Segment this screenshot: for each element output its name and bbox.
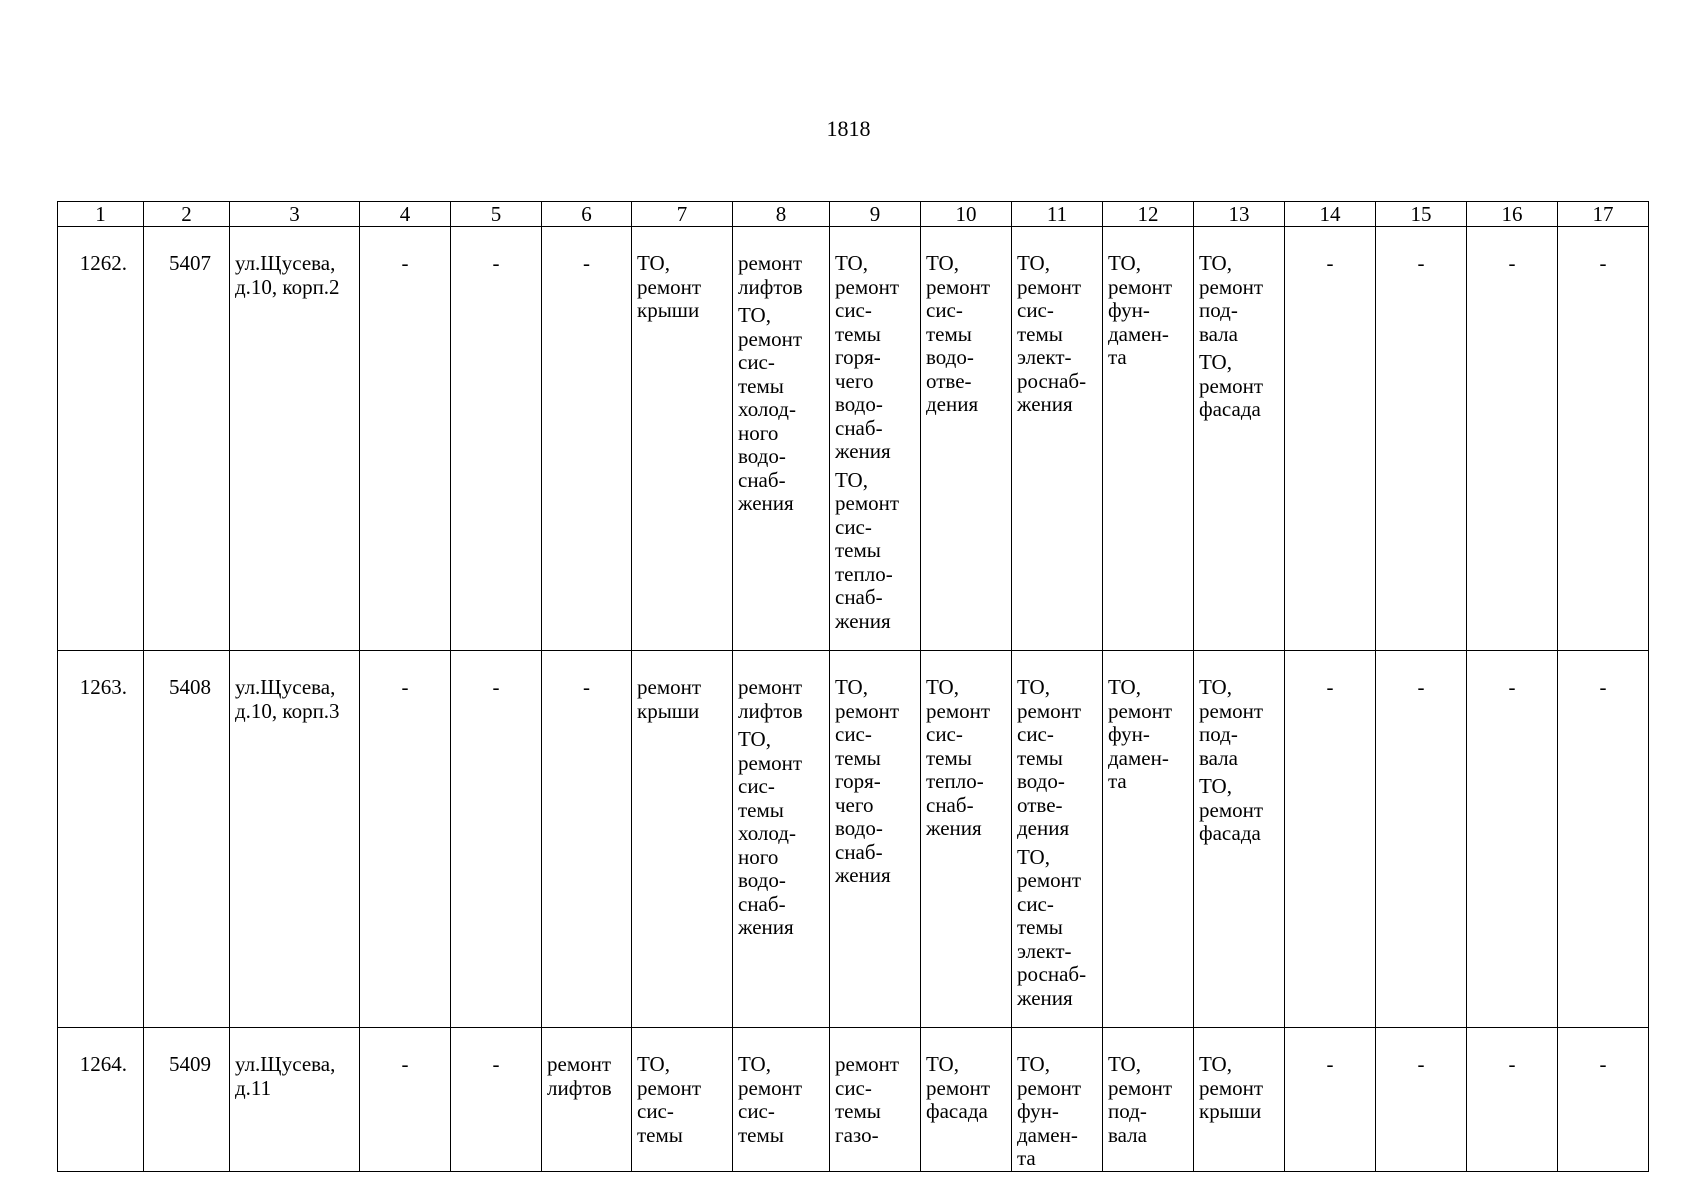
work-item: ТО, ремонт под- вала <box>1199 251 1264 346</box>
dash-mark: - <box>1417 251 1425 275</box>
dash-mark: - <box>492 1052 500 1076</box>
work-description-cell <box>1103 1028 1194 1172</box>
work-item: ТО, ремонт фун- дамен- та <box>1017 1052 1082 1170</box>
column-header: 10 <box>921 202 1012 227</box>
dash-mark: - <box>1417 1052 1425 1076</box>
column-header: 8 <box>733 202 830 227</box>
work-description-cell <box>1194 1028 1285 1172</box>
work-description-cell <box>542 1028 632 1172</box>
empty-dash-cell <box>360 651 451 1028</box>
work-description-cell <box>1012 651 1103 1028</box>
work-item: ремонт сис- темы газо- <box>835 1052 900 1147</box>
empty-dash-cell <box>1467 227 1558 651</box>
work-description-cell <box>1194 227 1285 651</box>
column-header: 5 <box>451 202 542 227</box>
work-item: ТО, ремонт сис- темы холод- ного водо- снаб- жения <box>738 727 803 939</box>
column-header: 4 <box>360 202 451 227</box>
column-header: 11 <box>1012 202 1103 227</box>
empty-dash-cell <box>1558 1028 1649 1172</box>
work-item: ТО, ремонт сис- темы тепло- снаб- жения <box>926 675 991 840</box>
column-header: 15 <box>1376 202 1467 227</box>
empty-dash-cell <box>1285 651 1376 1028</box>
column-header: 12 <box>1103 202 1194 227</box>
empty-dash-cell <box>1558 227 1649 651</box>
work-item: ТО, ремонт сис- темы водо- отве- дения <box>926 251 991 416</box>
work-description-cell <box>1194 651 1285 1028</box>
work-description-cell <box>1103 651 1194 1028</box>
address-cell: ул.Щусева, д.10, корп.3 <box>230 651 360 1028</box>
work-item: ТО, ремонт фун- дамен- та <box>1108 675 1173 793</box>
object-code-cell: 5408 <box>144 651 230 1028</box>
work-item: ремонт крыши <box>637 675 702 723</box>
empty-dash-cell <box>451 227 542 651</box>
work-item: ремонт лифтов <box>738 251 803 299</box>
work-description-cell <box>921 651 1012 1028</box>
column-header: 7 <box>632 202 733 227</box>
work-description-cell <box>632 227 733 651</box>
dash-mark: - <box>1326 251 1334 275</box>
dash-mark: - <box>1599 1052 1607 1076</box>
dash-mark: - <box>1599 251 1607 275</box>
column-number-row <box>58 202 1649 227</box>
column-header: 17 <box>1558 202 1649 227</box>
work-description-cell <box>921 227 1012 651</box>
work-description-cell <box>830 227 921 651</box>
dash-mark: - <box>1417 675 1425 699</box>
empty-dash-cell <box>451 651 542 1028</box>
work-item: ТО, ремонт сис- темы горя- чего водо- снаб- жения <box>835 251 900 463</box>
work-item: ТО, ремонт под- вала <box>1108 1052 1173 1147</box>
work-description-cell <box>830 651 921 1028</box>
page-number: 1818 <box>826 116 871 141</box>
work-item: ТО, ремонт фасада <box>1199 774 1264 845</box>
empty-dash-cell <box>542 227 632 651</box>
work-description-cell <box>830 1028 921 1172</box>
work-item: ТО, ремонт фасада <box>1199 350 1264 421</box>
work-description-cell <box>1012 227 1103 651</box>
work-description-cell <box>1103 227 1194 651</box>
object-code-cell: 5409 <box>144 1028 230 1172</box>
work-description-cell <box>733 651 830 1028</box>
works-table <box>57 201 1649 1172</box>
empty-dash-cell <box>542 651 632 1028</box>
dash-mark: - <box>583 675 590 699</box>
work-item: ТО, ремонт сис- темы <box>637 1052 702 1147</box>
empty-dash-cell <box>360 1028 451 1172</box>
work-description-cell <box>632 1028 733 1172</box>
column-header: 6 <box>542 202 632 227</box>
empty-dash-cell <box>1558 651 1649 1028</box>
work-item: ТО, ремонт сис- темы водо- отве- дения <box>1017 675 1082 840</box>
empty-dash-cell <box>451 1028 542 1172</box>
column-header: 13 <box>1194 202 1285 227</box>
dash-mark: - <box>1326 675 1334 699</box>
work-description-cell <box>733 1028 830 1172</box>
empty-dash-cell <box>1285 227 1376 651</box>
row-number-cell: 1262. <box>58 227 144 651</box>
table-row <box>58 1028 1649 1172</box>
work-item: ТО, ремонт фасада <box>926 1052 991 1123</box>
column-header: 16 <box>1467 202 1558 227</box>
address-cell: ул.Щусева, д.10, корп.2 <box>230 227 360 651</box>
work-item: ТО, ремонт крыши <box>1199 1052 1264 1123</box>
work-item: ремонт лифтов <box>738 675 803 723</box>
dash-mark: - <box>583 251 590 275</box>
work-item: ремонт лифтов <box>547 1052 612 1100</box>
table-row <box>58 227 1649 651</box>
work-item: ТО, ремонт сис- темы элект- роснаб- жения <box>1017 251 1087 416</box>
work-description-cell <box>921 1028 1012 1172</box>
dash-mark: - <box>492 675 500 699</box>
work-item: ТО, ремонт сис- темы <box>738 1052 803 1147</box>
dash-mark: - <box>401 675 409 699</box>
work-item: ТО, ремонт сис- темы холод- ного водо- снаб- жения <box>738 303 803 515</box>
column-header: 9 <box>830 202 921 227</box>
column-header: 1 <box>58 202 144 227</box>
column-header: 14 <box>1285 202 1376 227</box>
empty-dash-cell <box>1376 651 1467 1028</box>
empty-dash-cell <box>1285 1028 1376 1172</box>
work-item: ТО, ремонт сис- темы тепло- снаб- жения <box>835 467 900 633</box>
dash-mark: - <box>492 251 500 275</box>
dash-mark: - <box>1599 675 1607 699</box>
work-item: ТО, ремонт сис- темы горя- чего водо- снаб- жения <box>835 675 900 887</box>
work-description-cell <box>733 227 830 651</box>
column-header: 3 <box>230 202 360 227</box>
dash-mark: - <box>1508 251 1516 275</box>
work-item: ТО, ремонт сис- темы элект- роснаб- жения <box>1017 844 1087 1010</box>
work-description-cell <box>1012 1028 1103 1172</box>
empty-dash-cell <box>1376 1028 1467 1172</box>
work-item: ТО, ремонт фун- дамен- та <box>1108 251 1173 369</box>
work-item: ТО, ремонт под- вала <box>1199 675 1264 770</box>
work-item: ТО, ремонт крыши <box>637 251 702 322</box>
empty-dash-cell <box>1467 651 1558 1028</box>
object-code-cell: 5407 <box>144 227 230 651</box>
row-number-cell: 1264. <box>58 1028 144 1172</box>
address-cell: ул.Щусева, д.11 <box>230 1028 360 1172</box>
work-description-cell <box>632 651 733 1028</box>
empty-dash-cell <box>360 227 451 651</box>
empty-dash-cell <box>1467 1028 1558 1172</box>
empty-dash-cell <box>1376 227 1467 651</box>
column-header: 2 <box>144 202 230 227</box>
table-row <box>58 651 1649 1028</box>
dash-mark: - <box>401 251 409 275</box>
row-number-cell: 1263. <box>58 651 144 1028</box>
dash-mark: - <box>401 1052 409 1076</box>
dash-mark: - <box>1326 1052 1334 1076</box>
dash-mark: - <box>1508 1052 1516 1076</box>
dash-mark: - <box>1508 675 1516 699</box>
